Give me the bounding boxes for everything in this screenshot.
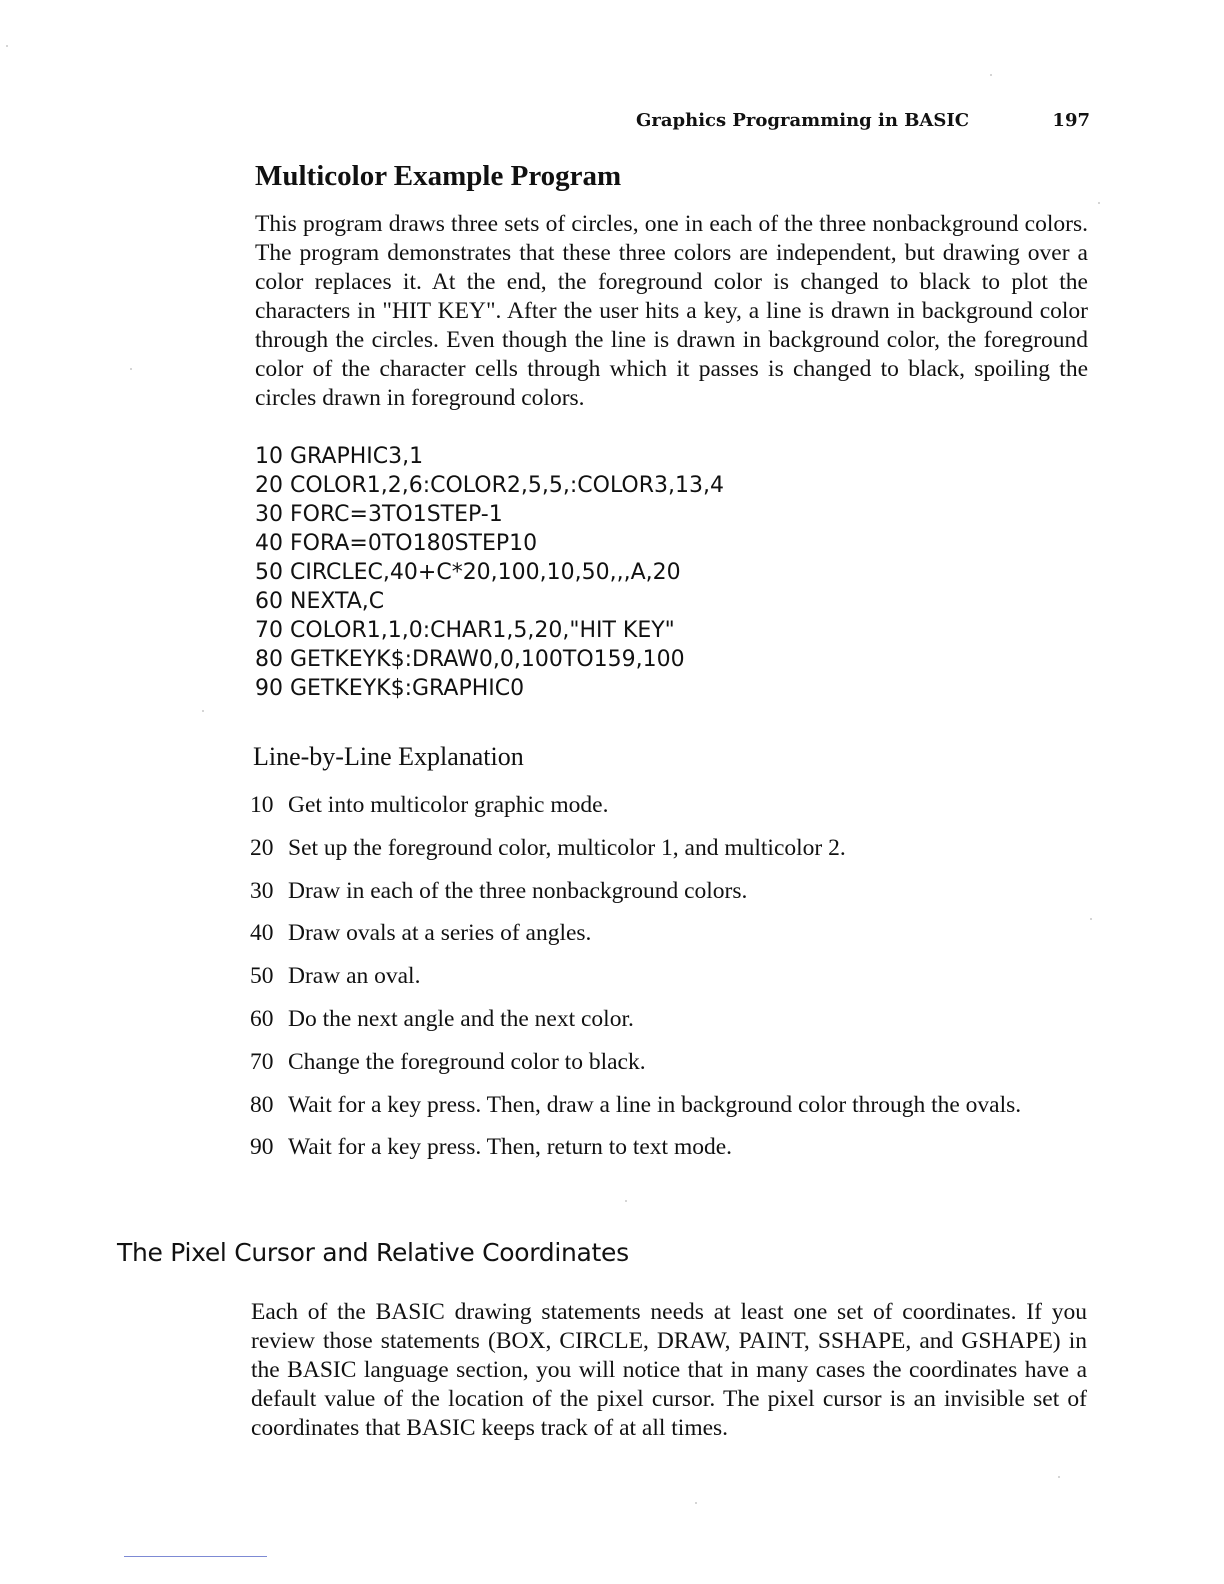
explanation-heading: Line-by-Line Explanation (253, 742, 524, 771)
code-line: 50 CIRCLEC,40+C*20,100,10,50,,,A,20 (255, 560, 681, 585)
pixel-cursor-paragraph: Each of the BASIC drawing statements needs at least one set of coordinates. If you review those statements (BOX, CIRCLE, DRAW, PAINT, SSHAPE, and GSHAPE) in the BASIC language section, you will notice that in many cases the coordinates have a default value of the location of the pixel cursor. The pixel cursor is an invisible set of coordinates that BASIC keeps track of at all times. (251, 1299, 1087, 1441)
explanation-item (250, 918, 1021, 961)
code-line: 10 GRAPHIC3,1 (255, 444, 424, 469)
pixel-cursor-heading: The Pixel Cursor and Relative Coordinates (117, 1238, 629, 1267)
explanation-line-number: 40 (250, 920, 274, 947)
section-title: Multicolor Example Program (255, 160, 622, 192)
explanation-line-number: 10 (250, 792, 274, 818)
page-number: 197 (1052, 110, 1090, 131)
explanation-text: Change the foreground color to black. (288, 1048, 646, 1075)
program-listing (255, 442, 724, 703)
explanation-item (250, 1047, 1021, 1090)
code-line: 90 GETKEYK$:GRAPHIC0 (255, 676, 525, 701)
scan-speck (6, 45, 8, 47)
code-line: 60 NEXTA,C (255, 589, 385, 614)
explanation-text: Do the next angle and the next color. (288, 1005, 634, 1032)
footer-rule (124, 1556, 267, 1557)
explanation-item (250, 961, 1021, 1004)
scan-speck (695, 1502, 697, 1504)
scan-speck (1058, 1476, 1060, 1478)
explanation-line-number: 30 (250, 877, 274, 904)
explanation-text: Set up the foreground color, multicolor 1, and multicolor 2. (288, 834, 846, 861)
explanation-item (250, 876, 1021, 919)
explanation-text: Get into multicolor graphic mode. (288, 792, 609, 818)
explanation-item (250, 1004, 1021, 1047)
explanation-text: Draw in each of the three nonbackground colors. (288, 877, 748, 904)
scan-speck (1098, 202, 1100, 204)
explanation-line-number: 60 (250, 1005, 274, 1032)
explanation-item (250, 1090, 1021, 1133)
running-head (636, 110, 1090, 138)
code-line: 20 COLOR1,2,6:COLOR2,5,5,:COLOR3,13,4 (255, 473, 724, 498)
code-line: 30 FORC=3TO1STEP-1 (255, 502, 503, 527)
scan-speck (1090, 918, 1092, 920)
running-title: Graphics Programming in BASIC (636, 110, 970, 131)
explanation-line-number: 90 (250, 1134, 274, 1161)
explanation-line-number: 20 (250, 834, 274, 861)
scan-speck (130, 368, 132, 370)
explanation-line-number: 50 (250, 963, 274, 990)
scan-speck (990, 74, 992, 76)
code-line: 40 FORA=0TO180STEP10 (255, 531, 538, 556)
explanation-text: Draw an oval. (288, 963, 421, 990)
scan-speck (202, 710, 204, 712)
code-line: 70 COLOR1,1,0:CHAR1,5,20,"HIT KEY" (255, 618, 675, 643)
explanation-list (250, 790, 1021, 1175)
explanation-item (250, 790, 1021, 833)
explanation-line-number: 80 (250, 1091, 274, 1118)
intro-paragraph: This program draws three sets of circles, one in each of the three nonbackground colors. The program demonstrates that these three colors are independent, but drawing over a color replaces it. At the end, the foreground color is changed to black to plot the characters in "HIT KEY". After the user hits a key, a line is drawn in background color through the circles. Even though the line is drawn in background color, the foreground color of the character cells through which it passes is changed to black, spoiling the circles drawn in foreground colors. (255, 211, 1088, 411)
explanation-item (250, 833, 1021, 876)
scan-speck (625, 1200, 627, 1202)
explanation-line-number: 70 (250, 1048, 274, 1075)
explanation-item (250, 1132, 1021, 1175)
code-line: 80 GETKEYK$:DRAW0,0,100TO159,100 (255, 647, 685, 672)
explanation-text: Wait for a key press. Then, return to text mode. (288, 1134, 733, 1161)
explanation-text: Wait for a key press. Then, draw a line in background color through the ovals. (288, 1091, 1022, 1118)
explanation-text: Draw ovals at a series of angles. (288, 920, 592, 947)
